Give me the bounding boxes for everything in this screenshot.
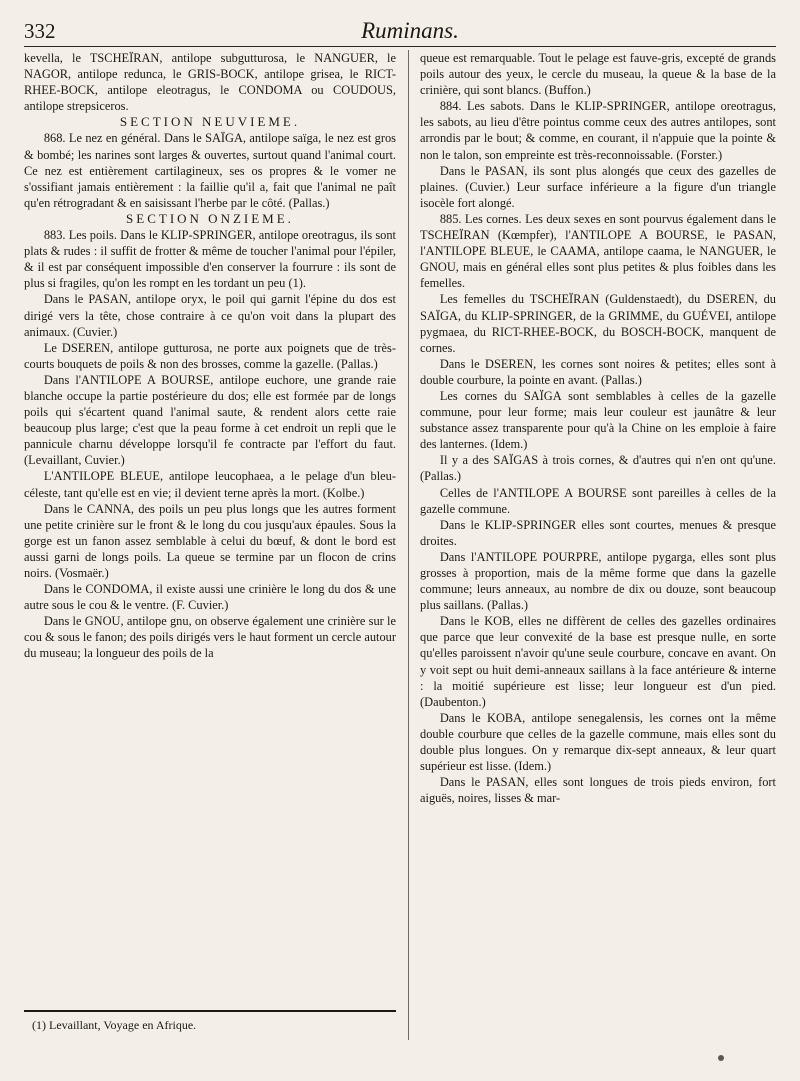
section-heading: SECTION ONZIEME. (126, 210, 294, 226)
paragraph: Il y a des SAÏGAS à trois cornes, & d'autres qui n'en ont qu'une. (Pallas.) (420, 453, 776, 484)
footnote-rule (24, 1010, 396, 1012)
paragraph: 868. Le nez en général. Dans le SAÏGA, antilope saïga, le nez est gros & bombé; les narines sont larges & ouvertes, surtout quand l'animal court. Ce nez est entièrement cartilagineux, ses os propres & le vomer ne s'ossifiant jamais entièrement : la faillie qu'il a, fait que l'animal ne paît qu'en rétrogradant & en saisissant l'herbe par le côté. (Pallas.) (24, 131, 396, 210)
paragraph: queue est remarquable. Tout le pelage est fauve-gris, excepté de grands poils autour des yeux, le cercle du museau, la queue & la base de la crinière, qui sont blancs. (Buffon.) (420, 51, 776, 98)
paragraph: Le DSEREN, antilope gutturosa, ne porte aux poignets que de très-courts bouquets de poils & non des brosses, comme la gazelle. (Pallas.) (24, 340, 396, 371)
paragraph: Dans le KOB, elles ne diffèrent de celles des gazelles ordinaires que parce que leur convexité de la base est presque nulle, en sorte qu'elles paroissent n'avoir qu'une seule courbure, concave en avant. On y voit sept ou huit demi-anneaux saillans à la face antérieure & interne : la moitié supérieure est lisse; leur longueur est d'un pied. (Daubenton.) (420, 614, 776, 709)
paragraph: Dans le PASAN, elles sont longues de trois pieds environ, fort aiguës, noires, lisses & mar- (420, 775, 776, 806)
page-number: 332 (24, 19, 56, 43)
paragraph: Dans le CANNA, des poils un peu plus longs que les autres forment une petite crinière sur le front & le long du cou jusqu'aux épaules. Sous la gorge est un fanon assez semblable à celui du bœuf, & dont le bord est aussi garni de longs poils. La queue se termine par un flocon de crins noirs. (Vosmaër.) (24, 501, 396, 580)
paragraph: kevella, le TSCHEÏRAN, antilope subgutturosa, le NANGUER, le NAGOR, antilope redunca, le GRIS-BOCK, antilope grisea, le RICT-RHEE-BOCK, antilope eleotragus, le CONDOMA ou COUDOUS, antilope strepsiceros. (24, 51, 396, 114)
paragraph: Dans l'ANTILOPE POURPRE, antilope pygarga, elles sont plus grosses à proportion, mais de la même forme que dans la gazelle commune; leurs anneaux, au nombre de dix ou douze, sont beaucoup plus saillans. (Pallas.) (420, 549, 776, 613)
paragraph: 884. Les sabots. Dans le KLIP-SPRINGER, antilope oreotragus, les sabots, au lieu d'être pointus comme ceux des autres antilopes, sont arrondis par le bout; & comme, en courant, il n'appuie que la pointe & non le talon, son empreinte est très-reconnoissable. (Forster.) (420, 99, 776, 162)
header-rule (24, 46, 776, 47)
right-column (420, 50, 776, 1079)
paragraph: L'ANTILOPE BLEUE, antilope leucophaea, a le pelage d'un bleu-céleste, tant qu'elle est en vie; il devient terne après la mort. (Kolbe.) (24, 469, 396, 500)
paragraph: Dans l'ANTILOPE A BOURSE, antilope euchore, une grande raie blanche occupe la partie postérieure du dos; elle est formée par de longs poils qui s'écartent quand l'animal saute, & rendent alors cette raie beaucoup plus large; c'est que la peau forme à cet endroit un repli que le pannicule charnu développe lorsqu'il fe contracte par l'effort du faut. (Levaillant, Cuvier.) (24, 372, 396, 468)
left-column (24, 50, 396, 1079)
paragraph: Dans le KLIP-SPRINGER elles sont courtes, menues & presque droites. (420, 517, 776, 548)
paragraph: 885. Les cornes. Les deux sexes en sont pourvus également dans le TSCHEÏRAN (Kœmpfer), l'ANTILOPE A BOURSE, le PASAN, l'ANTILOPE BLEUE, le CAAMA, antilope caama, le NANGUER, le GNOU, mais en général elles sont plus petites & plus foibles dans les femelles. (420, 211, 776, 291)
column-divider (408, 50, 409, 1040)
section-heading: SECTION NEUVIEME. (119, 114, 301, 130)
footnote-area (24, 1010, 396, 1033)
paragraph: Dans le GNOU, antilope gnu, on observe également une crinière sur le cou & sous le fanon; des poils dirigés vers le haut forment un cercle autour du museau; la longueur des poils de la (24, 614, 396, 661)
page-header (24, 10, 776, 44)
paragraph: Celles de l'ANTILOPE A BOURSE sont pareilles à celles de la gazelle commune. (420, 485, 776, 516)
ink-spot (718, 1055, 724, 1061)
paragraph: Dans le CONDOMA, il existe aussi une crinière le long du dos & une autre sous le cou & le ventre. (F. Cuvier.) (24, 582, 396, 613)
paragraph: Dans le PASAN, antilope oryx, le poil qui garnit l'épine du dos est dirigé vers la tête, chose contraire à ce qu'on voit dans la plupart des animaux. (Cuvier.) (24, 292, 396, 339)
footnote: (1) Levaillant, Voyage en Afrique. (32, 1018, 197, 1032)
paragraph: Les femelles du TSCHEÏRAN (Guldenstaedt), du DSEREN, du SAÏGA, du KLIP-SPRINGER, de la GRIMME, du GUÉVEI, antilope pygmaea, du RICT-RHEE-BOCK, du BOSCH-BOCK, manquent de cornes. (420, 292, 776, 355)
paragraph: Dans le KOBA, antilope senegalensis, les cornes ont la même double courbure que celles de la gazelle commune, mais elles sont du double plus longues. On y remarque dix-sept anneaux, & leur quart supérieur est lisse. (Idem.) (420, 710, 776, 774)
paragraph: 883. Les poils. Dans le KLIP-SPRINGER, antilope oreotragus, ils sont plats & rudes : il suffit de frotter & même de toucher l'animal pour l'épiler, & il est par conséquent impossible d'en conserver la fourrure : ils sont de plus si fragiles, qu'on les rompt en les tordant un peu (1). (24, 228, 396, 291)
paragraph: Les cornes du SAÏGA sont semblables à celles de la gazelle commune, pour leur forme; mais leur couleur est jaunâtre & leur substance assez transparente pour qu'à la Chine on les emploie à faire des lanternes. (Idem.) (420, 388, 776, 452)
paragraph: Dans le DSEREN, les cornes sont noires & petites; elles sont à double courbure, la pointe en avant. (Pallas.) (420, 356, 776, 387)
paragraph: Dans le PASAN, ils sont plus alongés que ceux des gazelles de plaines. (Cuvier.) Leur surface inférieure a la figure d'un triangle isocèle fort alongé. (420, 163, 776, 210)
running-title: Ruminans. (361, 18, 459, 43)
